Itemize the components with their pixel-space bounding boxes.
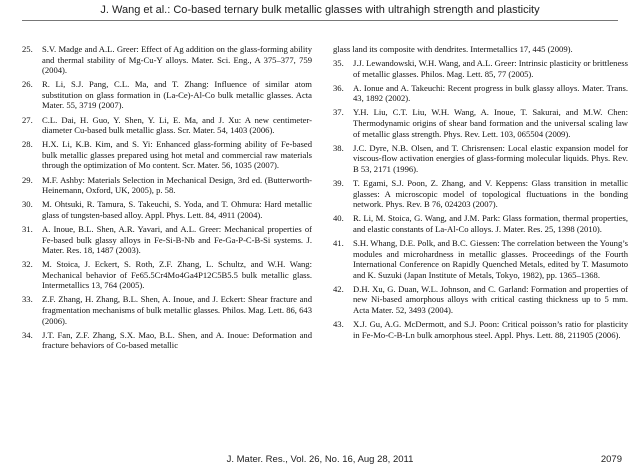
header-rule — [22, 20, 618, 21]
page-number: 2079 — [600, 454, 622, 465]
reference-item — [333, 83, 628, 104]
reference-number: 34. — [22, 329, 33, 340]
references-right-column — [333, 44, 628, 344]
reference-text: S.H. Whang, D.E. Polk, and B.C. Giessen: The correlation between the Young’s modules and microhardness in metallic glasses. Proceedings of the Fourth International Conference on Rapidly Quenched Metals, edited by T. Masumoto and K. Suzuki (Japan Institute of Metals, Tokyo, 1982), pp. 1365–1368. — [353, 238, 628, 280]
reference-text: J.J. Lewandowski, W.H. Wang, and A.L. Greer: Intrinsic plasticity or brittleness of metallic glasses. Philos. Mag. Lett. 85, 77 (2005). — [353, 58, 628, 79]
reference-text: Z.F. Zhang, H. Zhang, B.L. Shen, A. Inoue, and J. Eckert: Shear fracture and fragmentation mechanisms of bulk metallic glasses. Philos. Mag. Lett. 86, 643 (2006). — [42, 294, 312, 326]
reference-number: 30. — [22, 199, 33, 210]
reference-number: 38. — [333, 142, 344, 153]
reference-item — [333, 284, 628, 316]
reference-text: R. Li, M. Stoica, G. Wang, and J.M. Park: Glass formation, thermal properties, and elastic constants of La-Al-Co alloys. J. Mater. Res. 25, 1398 (2010). — [353, 213, 628, 234]
reference-text: Y.H. Liu, C.T. Liu, W.H. Wang, A. Inoue, T. Sakurai, and M.W. Chen: Thermodynamic origins of shear band formation and the universal scaling law of metallic glass strength. Phys. Rev. Lett. 103, 065504 (2009). — [353, 107, 628, 139]
running-header: J. Wang et al.: Co-based ternary bulk metallic glasses with ultrahigh strength and plasticity — [100, 4, 540, 16]
reference-item — [22, 175, 312, 196]
reference-item — [333, 319, 628, 340]
footer-journal-citation: J. Mater. Res., Vol. 26, No. 16, Aug 28, 2011 — [226, 454, 414, 465]
reference-item — [333, 143, 628, 175]
reference-number: 33. — [22, 294, 33, 305]
reference-item — [22, 79, 312, 111]
reference-text: T. Egami, S.J. Poon, Z. Zhang, and V. Keppens: Glass transition in metallic glasses: A microscopic model of topological fluctuations in the bonding network. Phys. Rev. B 76, 024203 (2007). — [353, 178, 628, 210]
reference-item — [333, 238, 628, 280]
reference-number: 31. — [22, 223, 33, 234]
references-left-column — [22, 44, 312, 354]
reference-item — [333, 58, 628, 79]
reference-item — [22, 199, 312, 220]
reference-number: 36. — [333, 82, 344, 93]
reference-text: M.F. Ashby: Materials Selection in Mechanical Design, 3rd ed. (Butterworth-Heinemann, Oxford, UK, 2005), p. 58. — [42, 174, 312, 196]
reference-number: 37. — [333, 107, 344, 118]
reference-item — [333, 107, 628, 139]
reference-item — [22, 139, 312, 171]
reference-continuation: glass land its composite with dendrites. Intermetallics 17, 445 (2009). — [333, 44, 573, 54]
reference-item — [22, 224, 312, 256]
reference-number: 41. — [333, 238, 344, 248]
reference-number: 28. — [22, 139, 33, 150]
reference-item — [22, 294, 312, 326]
reference-text: S.V. Madge and A.L. Greer: Effect of Ag addition on the glass-forming ability and thermal stability of Mg-Cu-Y alloys. Mater. Sci. Eng., A 375–377, 759 (2004). — [42, 44, 312, 76]
reference-item — [333, 213, 628, 234]
reference-text: C.L. Dai, H. Guo, Y. Shen, Y. Li, E. Ma, and J. Xu: A new centimeter-diameter Cu-based bulk metallic glass. Scr. Mater. 54, 1403 (2006). — [42, 114, 312, 136]
reference-item — [22, 259, 312, 291]
reference-text: A. Ionue and A. Takeuchi: Recent progress in bulk glassy alloys. Mater. Trans. 43, 1892 (2002). — [353, 82, 628, 104]
reference-text: R. Li, S.J. Pang, C.L. Ma, and T. Zhang: Influence of similar atom substitution on glass formation in (La-Ce)-Al-Co bulk metallic glasses. Acta Mater. 55, 3719 (2007). — [42, 79, 312, 111]
reference-number: 25. — [22, 44, 33, 54]
reference-number: 26. — [22, 79, 33, 90]
reference-text: H.X. Li, K.B. Kim, and S. Yi: Enhanced glass-forming ability of Fe-based bulk metallic glasses prepared using hot metal and commercial raw materials through the optimization of Mo content. Scr. Mater. 56, 1035 (2007). — [42, 139, 312, 171]
reference-number: 35. — [333, 58, 344, 69]
reference-item — [22, 44, 312, 76]
reference-text: J.C. Dyre, N.B. Olsen, and T. Chrisrensen: Local elastic expansion model for viscous-flow activation energies of glass-forming molecular liquids. Phys. Rev. B 53, 2171 (1996). — [353, 142, 628, 174]
reference-number: 39. — [333, 178, 344, 189]
reference-text: M. Stoica, J. Eckert, S. Roth, Z.F. Zhang, L. Schultz, and W.H. Wang: Mechanical behavior of Fe65.5Cr4Mo4Ga4P12C5B5.5 bulk metallic glass. Intermetallics 13, 764 (2005). — [42, 259, 312, 291]
reference-number: 29. — [22, 174, 33, 185]
reference-number: 42. — [333, 283, 344, 294]
reference-text: J.T. Fan, Z.F. Zhang, S.X. Mao, B.L. Shen, and A. Inoue: Deformation and fracture behaviors of Co-based metallic — [42, 329, 312, 351]
reference-text: D.H. Xu, G. Duan, W.L. Johnson, and C. Garland: Formation and properties of new Ni-based amorphous alloys with critical casting thickness up to 5 mm. Acta Mater. 52, 3493 (2004). — [353, 283, 628, 316]
reference-text: A. Inoue, B.L. Shen, A.R. Yavari, and A.L. Greer: Mechanical properties of Fe-based bulk glassy alloys in Fe-Si-B-Nb and Fe-Ga-P-C-B-Si systems. J. Mater. Res. 18, 1487 (2003). — [42, 223, 312, 256]
reference-number: 40. — [333, 213, 344, 224]
reference-text: X.J. Gu, A.G. McDermott, and S.J. Poon: Critical poisson’s ratio for plasticity in Fe-Mo-C-B-Ln bulk amorphous steel. Appl. Phys. Lett. 88, 211905 (2006). — [353, 319, 628, 340]
reference-number: 43. — [333, 319, 344, 330]
reference-item — [22, 115, 312, 136]
reference-item — [333, 178, 628, 210]
reference-number: 27. — [22, 114, 33, 125]
reference-number: 32. — [22, 259, 33, 270]
reference-item — [22, 330, 312, 351]
reference-text: M. Ohtsuki, R. Tamura, S. Takeuchi, S. Yoda, and T. Ohmura: Hard metallic glass of tungsten-based alloy. Appl. Phys. Lett. 84, 4911 (2004). — [42, 199, 312, 220]
